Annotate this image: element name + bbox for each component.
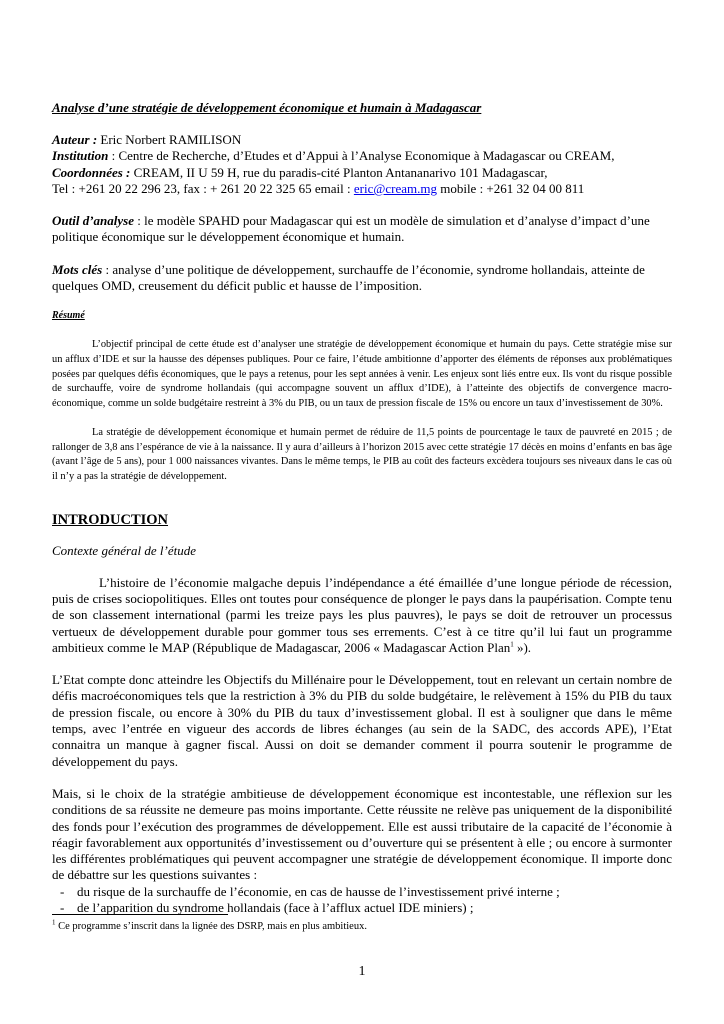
coordonnees-label: Coordonnées : [52,164,131,180]
institution-value: : Centre de Recherche, d’Etudes et d’Appui à l’Analyse Economique à Madagascar ou CREAM, [108,148,615,164]
footnote [52,920,367,933]
resume-paragraph: L’objectif principal de cette étude est d’analyser une stratégie de développement économique et humain du pays. Cette stratégie mise sur un afflux d’IDE et sur la hausse des dépenses publiques. Pour ce faire, l’étude ambitionne d’apporter des éléments de réponses aux problématiques posées par quelques défis économiques, que le pays a retenus, pour les sept années à venir. Les enjeux sont liés entre eux. Ils vont du risque possible de surchauffe, voire de syndrome hollandais (qui accompagne souvent un afflux d’IDE), à l’atteinte des objectifs de convergence macro-économique, comme un solde budgétaire restreint à 3% du PIB, ou un taux de pression fiscale de 15% ou encore un taux d’investissement de 30%. [52,339,672,410]
author-line [52,132,672,148]
institution-label: Institution [52,148,109,164]
list-item-text: de l’apparition du syndrome hollandais (face à l’afflux actuel IDE miniers) ; [77,900,474,916]
context-subheading: Contexte général de l’étude [52,542,197,558]
coordonnees-value: CREAM, II U 59 H, rue du paradis-cité Planton Antananarivo 101 Madagascar, [130,164,548,180]
intro-paragraph-2: L’Etat compte donc atteindre les Objectifs du Millénaire pour le Développement, tout en relevant un certain nombre de défis macroéconomiques tels que la restriction à 3% du PIB du solde budgétaire, le relèvement à 15% du PIB du taux de pression fiscale, ou encore à 30% du PIB du taux d’investissement global. Il est à souligner que dans le même temps, avec l’entrée en vigueur des accords de libres échanges (au sein de la SADC, des accords APE), l’Etat connaitra un manque à gagner fiscal. Aussi on doit se demander comment il pourra soutenir le programme de développement du pays. [52,672,672,769]
resume-heading: Résumé [52,310,85,322]
intro-p1-end: »). [513,639,532,655]
footnote-text: Ce programme s’inscrit dans la lignée des DSRP, mais en plus ambitieux. [55,921,367,932]
list-item [52,884,672,900]
document-title: Analyse d’une stratégie de développement économique et humain à Madagascar [52,100,482,115]
author-value: Eric Norbert RAMILISON [97,132,242,147]
footnote-ref[interactable]: 1 [510,640,514,649]
footnote-number: 1 [52,918,56,927]
contact-suffix: mobile : +261 32 04 00 811 [436,180,585,196]
questions-list [52,884,672,917]
outil-analyse [52,213,672,246]
intro-p1-text: L’histoire de l’économie malgache depuis l’indépendance a été émaillée d’une longue période de récession, puis de crises sociopolitiques. Elles ont toutes pour conséquence de plonger le pays dans la paupérisation. Compte tenu de son classement international (parmi les treize pays les plus pauvres), le pays se doit de retrouver un processus vertueux de développement durable pour gommer tous ses errements. C’est à ce titre qu’il lui faut un programme ambitieux comme le MAP (République de Madagascar, 2006 « Madagascar Action Plan [52,574,672,655]
introduction-heading: INTRODUCTION [52,511,169,528]
coordonnees-line [52,165,672,181]
author-label: Auteur : [52,132,98,147]
resume-paragraph: La stratégie de développement économique et humain permet de réduire de 11,5 points de pourcentage le taux de pauvreté en 2015 ; de rallonger de 3,8 ans l’espérance de vie à la naissance. Il y aura d’ailleurs à l’horizon 2015 avec cette stratégie 17 décès en moins d’enfants en bas âge (avant l’âge de 5 ans), pour 1 000 naissances vivantes. Dans le même temps, le PIB au coût des facteurs excèdera toujours ses niveaux dans le cas où il n’y a pas la stratégie de développement. [52,426,672,482]
page-number: 1 [358,964,366,979]
outil-label: Outil d’analyse [52,213,134,229]
mots-cles [52,262,672,295]
intro-paragraph-1 [52,575,672,656]
dash-bullet-icon: - [60,883,65,899]
dash-bullet-icon: - [60,900,65,916]
email-link[interactable]: eric@cream.mg [353,180,437,196]
intro-paragraph-3: Mais, si le choix de la stratégie ambitieuse de développement économique est incontestable, une réflexion sur les conditions de sa réussite ne demeure pas moins importante. Cette réussite ne relève pas uniquement de la disponibilité des fonds pour l’exécution des programmes de développement. Elle est aussi tributaire de la capacité de l’économie à réagir favorablement aux opportunités d’investissement ou d’ouverture qui se présentent à elle ; ou encore à surmonter les différentes problématiques qui peuvent accompagner une stratégie de développement économique. Il importe donc de débattre sur les questions suivantes : [52,785,672,883]
author-block [52,132,672,197]
mots-cles-value: : analyse d’une politique de développement, surchauffe de l’économie, syndrome hollandais, atteinte de quelques OMD, creusement du déficit public et hausse de l’imposition. [52,261,645,294]
institution-line [52,148,672,164]
contact-line [52,181,672,197]
contact-prefix: Tel : +261 20 22 296 23, fax : + 261 20 22 325 65 email : [52,180,354,196]
footnote-separator [52,914,228,915]
mots-cles-label: Mots clés [52,261,103,277]
list-item-text: du risque de la surchauffe de l’économie, en cas de hausse de l’investissement privé interne ; [77,883,560,899]
outil-value: : le modèle SPAHD pour Madagascar qui est un modèle de simulation et d’analyse d’impact d’une politique économique sur le développement économique et humain. [52,213,650,245]
document-page [52,100,672,916]
